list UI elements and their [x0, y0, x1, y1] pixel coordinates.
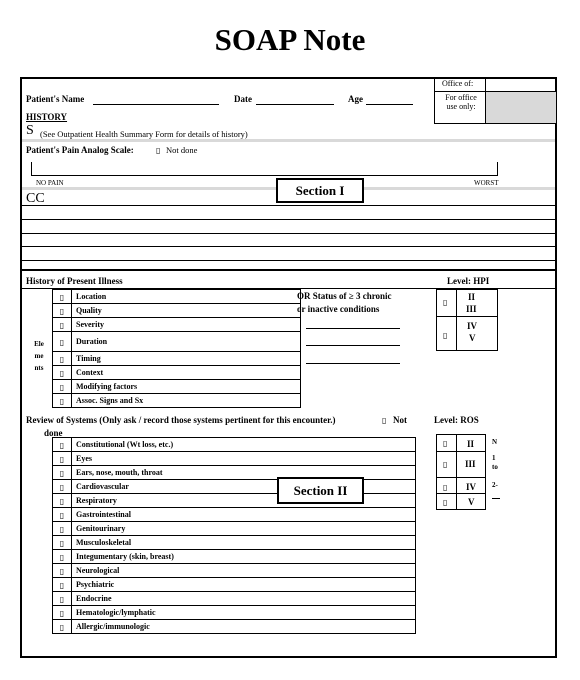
date-label: Date: [234, 94, 252, 104]
pain-not-done-checkbox[interactable]: ▯: [156, 146, 161, 155]
section-one-label: Section I: [295, 183, 345, 198]
ros-system-checkbox[interactable]: ▯: [53, 564, 72, 578]
hpi-heading: History of Present Illness: [26, 276, 123, 286]
hpi-element-checkbox[interactable]: ▯: [53, 290, 72, 304]
office-of-label: Office of:: [442, 79, 474, 88]
ros-system-checkbox[interactable]: ▯: [53, 466, 72, 480]
ros-heading: Review of Systems (Only ask / record those systems pertinent for this encounter.): [26, 415, 336, 425]
ros-system-checkbox[interactable]: ▯: [53, 592, 72, 606]
hpi-level-ii: II: [468, 292, 476, 302]
ros-system-label: Hematologic/lymphatic: [72, 606, 416, 620]
ros-system-row: [53, 550, 416, 564]
ros-level-iv: IV: [466, 482, 477, 492]
hpi-element-label: Modifying factors: [72, 380, 301, 394]
ros-level-label: Level: ROS: [434, 415, 479, 425]
ros-level-checkbox-4[interactable]: ▯: [443, 498, 448, 507]
hpi-element-row: [53, 318, 301, 332]
hpi-element-row: [53, 380, 301, 394]
ros-system-row: [53, 438, 416, 452]
ros-system-checkbox[interactable]: ▯: [53, 550, 72, 564]
section-two-label: Section II: [293, 483, 348, 498]
ros-system-label: Eyes: [72, 452, 416, 466]
ros-level-iii: III: [465, 459, 476, 469]
ros-system-label: Constitutional (Wt loss, etc.): [72, 438, 416, 452]
hpi-element-checkbox[interactable]: ▯: [53, 332, 72, 352]
hpi-or-text: OR Status of ≥ 3 chronic: [297, 291, 392, 301]
hpi-or-text-2: or inactive conditions: [297, 304, 380, 314]
ros-note-to: to: [492, 463, 498, 471]
ros-system-label: Respiratory: [72, 494, 416, 508]
section-one-box: [276, 178, 364, 203]
hpi-element-row: [53, 304, 301, 318]
hpi-element-label: Quality: [72, 304, 301, 318]
ros-system-label: Gastrointestinal: [72, 508, 416, 522]
ros-system-checkbox[interactable]: ▯: [53, 606, 72, 620]
ros-system-label: Cardiovascular: [72, 480, 416, 494]
age-field[interactable]: [366, 104, 413, 105]
ros-level-checkbox-2[interactable]: ▯: [443, 460, 448, 469]
hpi-element-label: Duration: [72, 332, 301, 352]
ros-system-label: Genitourinary: [72, 522, 416, 536]
ros-system-label: Neurological: [72, 564, 416, 578]
hpi-elements-list: [52, 289, 301, 408]
hpi-level-iii: III: [466, 304, 477, 314]
hpi-element-checkbox[interactable]: ▯: [53, 352, 72, 366]
pain-not-done-label: Not done: [166, 145, 198, 155]
ros-system-row: [53, 522, 416, 536]
ros-system-row: [53, 536, 416, 550]
hpi-element-label: Timing: [72, 352, 301, 366]
hpi-level-label: Level: HPI: [447, 276, 490, 286]
ros-system-checkbox[interactable]: ▯: [53, 508, 72, 522]
pain-scale-label: Patient's Pain Analog Scale:: [26, 145, 134, 155]
ros-level-v: V: [468, 497, 475, 507]
ros-system-label: Musculoskeletal: [72, 536, 416, 550]
ros-system-label: Integumentary (skin, breast): [72, 550, 416, 564]
office-use-field[interactable]: [486, 92, 556, 123]
hpi-level-iv: IV: [467, 321, 478, 331]
s-letter: S: [26, 123, 34, 138]
hpi-element-row: [53, 366, 301, 380]
hpi-element-checkbox[interactable]: ▯: [53, 366, 72, 380]
ros-level-checkbox-1[interactable]: ▯: [443, 439, 448, 448]
pain-scale-line[interactable]: [31, 175, 497, 176]
ros-note-n: N: [492, 438, 498, 446]
ros-level-ii: II: [467, 439, 475, 449]
ros-system-row: [53, 578, 416, 592]
ros-not-label: Not: [393, 415, 407, 425]
s-note: (See Outpatient Health Summary Form for details of history): [40, 129, 248, 139]
hpi-level-v: V: [469, 333, 476, 343]
hpi-element-row: [53, 352, 301, 366]
hpi-element-checkbox[interactable]: ▯: [53, 394, 72, 408]
hpi-element-label: Location: [72, 290, 301, 304]
ros-level-checkbox-3[interactable]: ▯: [443, 483, 448, 492]
no-pain-label: NO PAIN: [36, 179, 64, 187]
hpi-element-checkbox[interactable]: ▯: [53, 304, 72, 318]
patient-name-field[interactable]: [93, 104, 219, 105]
ros-note-2: 2-: [492, 481, 498, 489]
hpi-element-label: Context: [72, 366, 301, 380]
ros-system-checkbox[interactable]: ▯: [53, 522, 72, 536]
ros-system-row: [53, 592, 416, 606]
worst-label: WORST: [474, 179, 499, 187]
ros-systems-list: [52, 437, 416, 634]
ros-system-checkbox[interactable]: ▯: [53, 452, 72, 466]
ros-system-label: Ears, nose, mouth, throat: [72, 466, 416, 480]
ros-done-label: done: [44, 428, 63, 438]
date-field[interactable]: [256, 104, 334, 105]
section-two-box: [277, 477, 364, 504]
ros-system-row: [53, 508, 416, 522]
hpi-element-row: [53, 394, 301, 408]
hpi-level-checkbox-2[interactable]: ▯: [443, 331, 448, 340]
ros-system-row: [53, 620, 416, 634]
ros-system-row: [53, 452, 416, 466]
hpi-element-label: Severity: [72, 318, 301, 332]
hpi-element-row: [53, 332, 301, 352]
ros-system-checkbox[interactable]: ▯: [53, 536, 72, 550]
ros-system-row: [53, 606, 416, 620]
elements-label: Elements: [34, 340, 44, 372]
age-label: Age: [348, 94, 363, 104]
ros-system-checkbox[interactable]: ▯: [53, 480, 72, 494]
hpi-element-checkbox[interactable]: ▯: [53, 318, 72, 332]
hpi-element-row: [53, 290, 301, 304]
ros-system-row: [53, 564, 416, 578]
hpi-element-label: Assoc. Signs and Sx: [72, 394, 301, 408]
ros-system-checkbox[interactable]: ▯: [53, 578, 72, 592]
ros-system-checkbox[interactable]: ▯: [53, 620, 72, 634]
hpi-level-checkbox-1[interactable]: ▯: [443, 298, 448, 307]
hpi-element-checkbox[interactable]: ▯: [53, 380, 72, 394]
page-title: SOAP Note: [214, 22, 366, 57]
cc-label: CC: [26, 191, 45, 206]
ros-not-done-checkbox[interactable]: ▯: [382, 416, 387, 425]
history-heading: HISTORY: [26, 112, 68, 122]
ros-system-label: Psychiatric: [72, 578, 416, 592]
office-use-label: For office use only:: [445, 93, 477, 111]
ros-system-checkbox[interactable]: ▯: [53, 438, 72, 452]
ros-system-label: Endocrine: [72, 592, 416, 606]
ros-note-1: 1: [492, 454, 496, 462]
ros-system-checkbox[interactable]: ▯: [53, 494, 72, 508]
ros-system-label: Allergic/immunologic: [72, 620, 416, 634]
patient-name-label: Patient's Name: [26, 94, 85, 104]
